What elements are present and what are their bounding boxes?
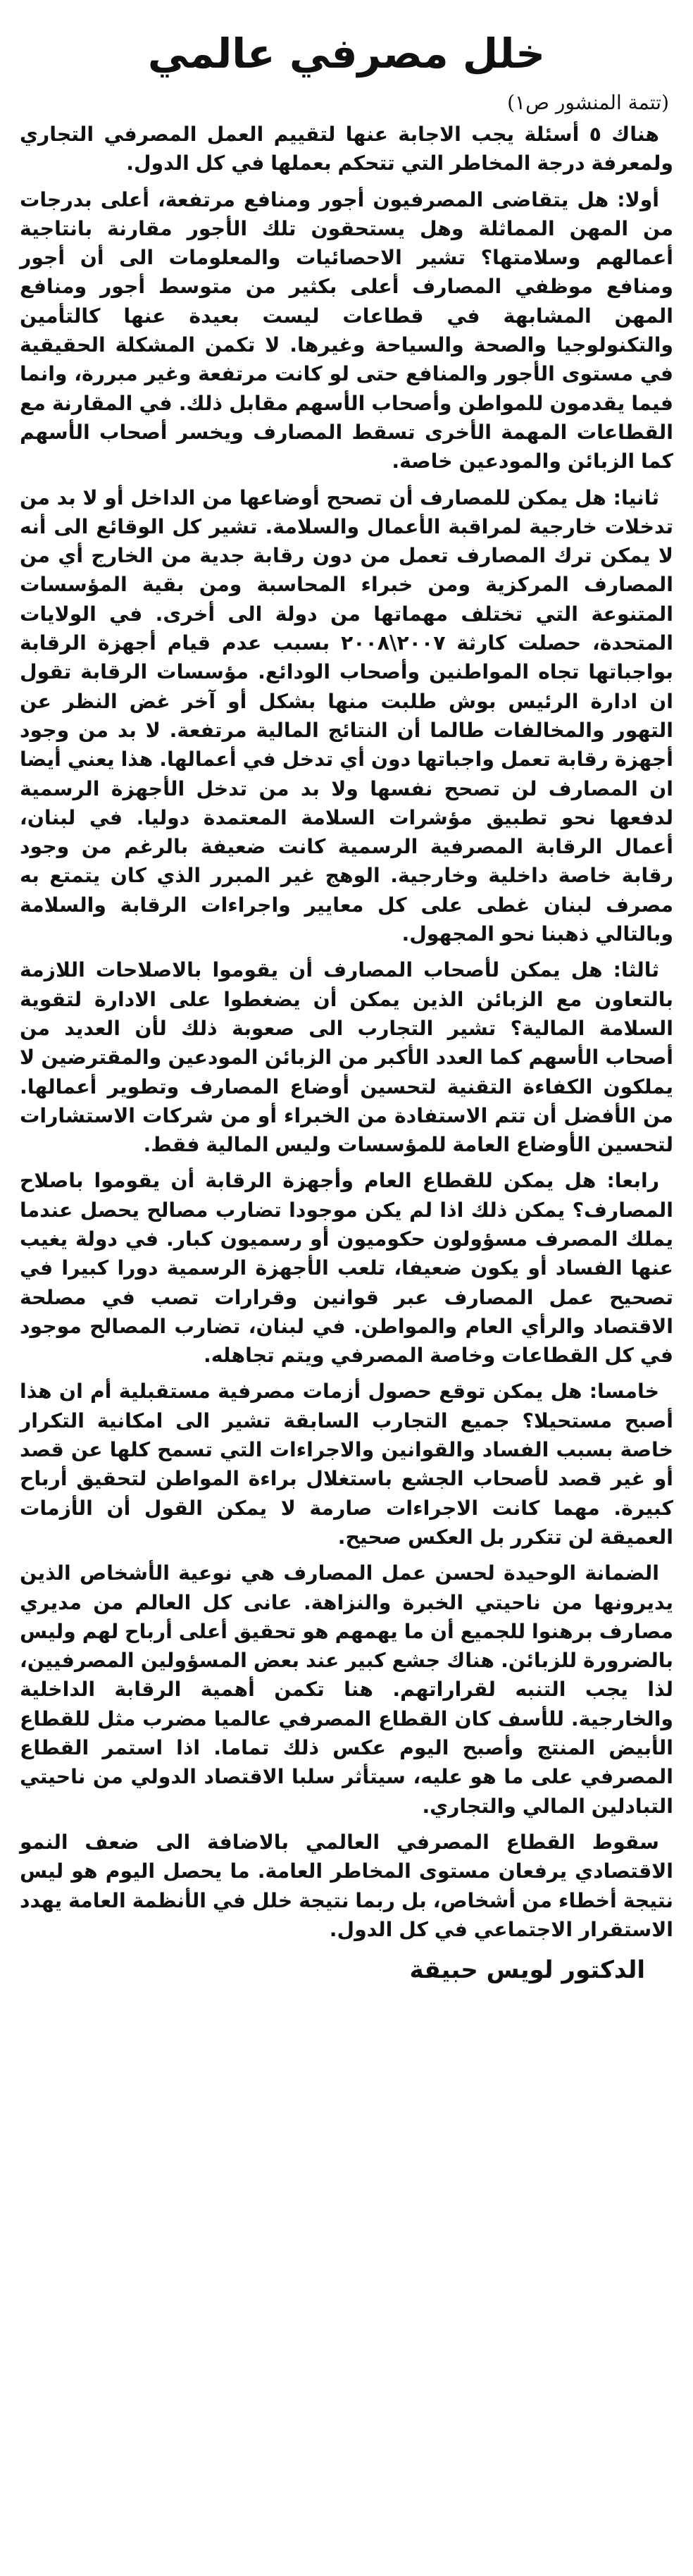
paragraph-second-question: ثانيا: هل يمكن للمصارف أن تصحح أوضاعها من الداخل أو لا بد من تدخلات خارجية لمراقبة الأعمال والسلامة. تشير كل الوقائع الى أنه لا يمكن ترك المصارف تعمل من دون رقابة جدية من الخارج أي من المصارف المركزية ومن خبراء المحاسبة ومن بقية المؤسسات المتنوعة التي تختلف مهماتها من دولة الى أخرى. في الولايات المتحدة، حصلت كارثة ٢٠٠٧\٢٠٠٨ بسبب عدم قيام أجهزة الرقابة بواجباتها تجاه المواطنين وأصحاب الودائع. مؤسسات الرقابة تقول ان ادارة الرئيس بوش طلبت منها بشكل أو آخر غض النظر عن التهور والمخالفات طالما أن النتائج المالية مرتفعة. لا بد من وجود أجهزة رقابة تعمل واجباتها دون أي تدخل في أعمالها. هذا يعني أيضا ان المصارف لن تصحح نفسها ولا بد من تدخل الأجهزة الرسمية لدفعها نحو تطبيق مؤشرات السلامة المعتمدة دوليا. في لبنان، أعمال الرقابة المصرفية الرسمية كانت ضعيفة بالرغم من وجود رقابة خاصة داخلية وخارجية. الوهج غير المبرر الذي كان يتمتع به مصرف لبنان غطى على كل معايير واجراءات الرقابة والسلامة وبالتالي ذهبنا نحو المجهول.	[20, 485, 673, 946]
paragraph-first-question: أولا: هل يتقاضى المصرفيون أجور ومنافع مرتفعة، أعلى بدرجات من المهن المماثلة وهل يستحقون تلك الأجور مقارنة بانتاجية أعمالهم وسلامتها؟ تشير الاحصائيات والمعلومات الى أن أجور ومنافع موظفي المصارف أعلى بكثير من متوسط أجور ومنافع المهن المشابهة في قطاعات ليست بعيدة عنها كالتأمين والتكنولوجيا والصحة والسياحة وغيرها. لا تكمن المشكلة الحقيقية في مستوى الأجور والمنافع حتى لو كانت مرتفعة وغير مبررة، وانما فيما يقدمون للمواطن وأصحاب الأسهم مقابل ذلك. في المقارنة مع القطاعات المهمة الأخرى تسقط المصارف ويخسر أصحاب الأسهم كما الزبائن والمودعين خاصة.	[20, 187, 673, 473]
article-headline: خلل مصرفي عالمي	[147, 30, 546, 78]
article-body	[20, 120, 673, 1944]
paragraph-fourth-question: رابعا: هل يمكن للقطاع العام وأجهزة الرقابة أن يقوموا باصلاح المصارف؟ يمكن ذلك اذا لم يكن موجودا تضارب مصالح يحصل عندما يملك المصرف مسؤولون حكوميون أو رسميون كبار. في دولة يغيب عنها الفساد أو يكون ضعيفا، تلعب الأجهزة الرسمية دورا كبيرا في تصحيح عمل المصارف عبر قوانين وقرارات تصب في مصلحة الاقتصاد والرأي العام والمواطن. في لبنان، تضارب المصالح موجود في كل القطاعات وخاصة المصرفي ويتم تجاهله.	[20, 1169, 673, 1368]
continuation-note: (تتمة المنشور ص١)	[507, 91, 669, 114]
author-signature: الدكتور لويس حبيقة	[409, 1956, 645, 1985]
paragraph-fifth-question: خامسا: هل يمكن توقع حصول أزمات مصرفية مستقبلية أم ان هذا أصبح مستحيلا؟ جميع التجارب السابقة تشير الى امكانية التكرار خاصة بسبب الفساد والقوانين والاجراءات التي تسمح كلها عن قصد أو غير قصد لأصحاب الجشع باستغلال براءة المواطن لتحقيق أرباح كبيرة. مهما كانت الاجراءات صارمة لا يمكن القول أن الأزمات العميقة لن تتكرر بل العكس صحيح.	[20, 1380, 673, 1549]
paragraph-guarantee: الضمانة الوحيدة لحسن عمل المصارف هي نوعية الأشخاص الذين يديرونها من ناحيتي الخبرة والنزاهة. عانى كل العالم من مديري مصارف برهنوا للجميع أن ما يهمهم هو تحقيق أعلى أرباح لهم وليس بالضرورة للزبائن. هناك جشع كبير عند بعض المسؤولين المصرفيين، لذا يجب التنبه لقراراتهم. هنا تكمن أهمية الرقابة الداخلية والخارجية. للأسف كان القطاع المصرفي عالميا مضرب مثل للقطاع الأبيض المنتج وأصبح اليوم عكس ذلك تماما. اذا استمر القطاع المصرفي على ما هو عليه، سيتأثر سلبا الاقتصاد الدولي من ناحيتي التبادلين المالي والتجاري.	[20, 1561, 673, 1818]
paragraph-intro: هناك ٥ أسئلة يجب الاجابة عنها لتقييم العمل المصرفي التجاري ولمعرفة درجة المخاطر التي تتحكم بعملها في كل الدول.	[20, 123, 673, 175]
paragraph-third-question: ثالثا: هل يمكن لأصحاب المصارف أن يقوموا بالاصلاحات اللازمة بالتعاون مع الزبائن الذين يمكن أن يضغطوا على الادارة لتقوية السلامة المالية؟ تشير التجارب الى صعوبة ذلك لأن العديد من أصحاب الأسهم كما العدد الأكبر من الزبائن المودعين والمقترضين لا يملكون الكفاءة التقنية لتحسين أوضاع المصارف وتطوير أعمالها. من الأفضل أن تتم الاستفادة من الخبراء أو من شركات الاستشارات لتحسين الأوضاع العامة للمؤسسات وليس المالية فقط.	[20, 958, 673, 1157]
paragraph-conclusion: سقوط القطاع المصرفي العالمي بالاضافة الى ضعف النمو الاقتصادي يرفعان مستوى المخاطر العامة. ما يحصل اليوم هو ليس نتيجة أخطاء من أشخاص، بل ربما نتيجة خلل في الأنظمة العامة يهدد الاستقرار الاجتماعي في كل الدول.	[20, 1830, 673, 1941]
